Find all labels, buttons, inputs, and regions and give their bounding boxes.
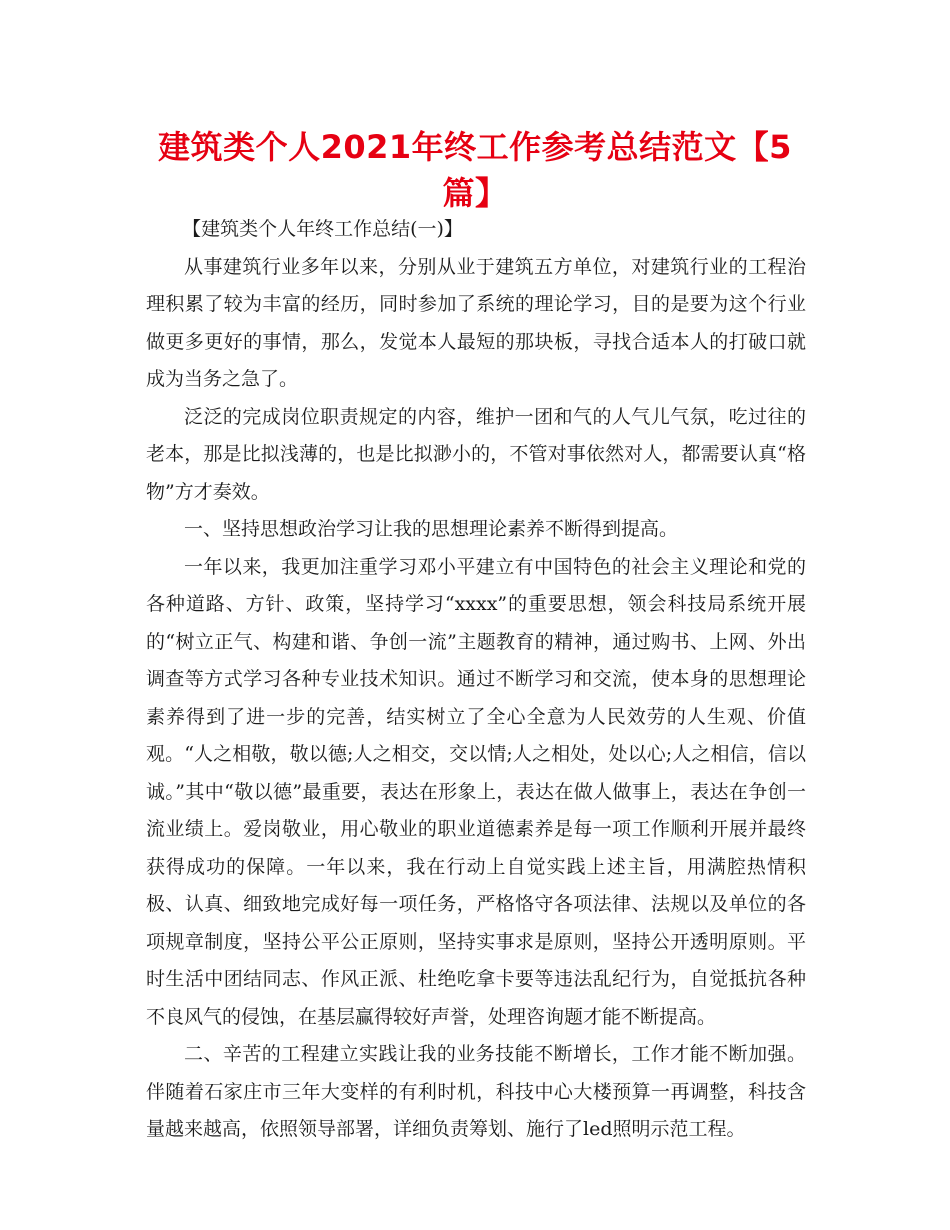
document-title: 建筑类个人2021年终工作参考总结范文【5篇】 [158, 128, 792, 212]
body-paragraph: 泛泛的完成岗位职责规定的内容，维护一团和气的人气儿气氛，吃过往的老本，那是比拟浅薄的，也是比拟渺小的，不管对事依然对人，都需要认真“格物”方才奏效。 [146, 405, 806, 503]
body-paragraph: 从事建筑行业多年以来，分别从业于建筑五方单位，对建筑行业的工程治理积累了较为丰富的经历，同时参加了系统的理论学习，目的是要为这个行业做更多更好的事情，那么，发觉本人最短的那块板，寻找合适本人的打破口就成为当务之急了。 [146, 255, 806, 390]
body-paragraph: 二、辛苦的工程建立实践让我的业务技能不断增长，工作才能不断加强。伴随着石家庄市三年大变样的有利时机，科技中心大楼预算一再调整，科技含量越来越高，依照领导部署，详细负责筹划、施行了led照明示范工程。 [146, 1043, 806, 1140]
body-paragraph: 一年以来，我更加注重学习邓小平建立有中国特色的社会主义理论和党的各种道路、方针、政策，坚持学习“xxxx”的重要思想，领会科技局系统开展的“树立正气、构建和谐、争创一流”主题教育的精神，通过购书、上网、外出调查等方式学习各种专业技术知识。通过不断学习和交流，使本身的思想理论素养得到了进一步的完善，结实树立了全心全意为人民效劳的人生观、价值观。“人之相敬，敬以德;人之相交，交以情;人之相处，处以心;人之相信，信以诚。”其中“敬以德”最重要，表达在形象上，表达在做人做事上，表达在争创一流业绩上。爱岗敬业，用心敬业的职业道德素养是每一项工作顺利开展并最终获得成功的保障。一年以来，我在行动上自觉实践上述主旨，用满腔热情积极、认真、细致地完成好每一项任务，严格恪守各项法律、法规以及单位的各项规章制度，坚持公平公正原则，坚持实事求是原则，坚持公开透明原则。平时生活中团结同志、作风正派、杜绝吃拿卡要等违法乱纪行为，自觉抵抗各种不良风气的侵蚀，在基层赢得较好声誉，处理咨询题才能不断提高。 [146, 555, 806, 1028]
document-body [146, 211, 806, 1149]
section-heading: 【建筑类个人年终工作总结(一)】 [182, 218, 463, 240]
body-paragraph: 一、坚持思想政治学习让我的思想理论素养不断得到提高。 [184, 518, 679, 540]
